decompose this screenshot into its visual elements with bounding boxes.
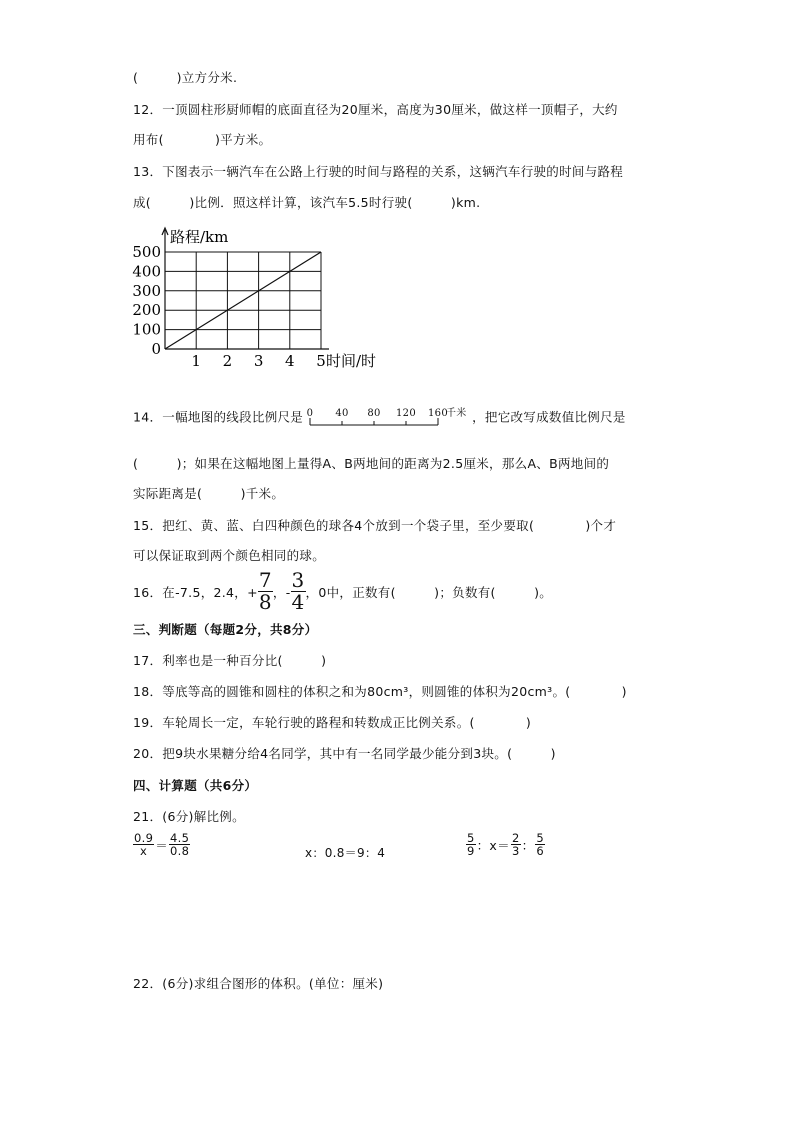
fraction [511,832,521,857]
q18: 18．等底等高的圆锥和圆柱的体积之和为80cm³，则圆锥的体积为20cm³。( ) [133,684,627,699]
fraction-denominator: 6 [536,844,544,859]
y-tick-label: 100 [132,320,161,339]
q13-line1: 13．下图表示一辆汽车在公路上行驶的时间与路程的关系，这辆汽车行驶的时间与路程 [133,164,624,179]
q14-prefix: 14．一幅地图的线段比例尺是 [133,409,304,425]
x-tick-label: 2 [222,352,233,370]
q14-suffix: ，把它改写成数值比例尺是 [472,409,626,425]
equation-3 [466,832,545,857]
x-axis-label: 时间/时 [326,352,377,370]
scale-bar-tick-label: 40 [335,408,349,419]
q17: 17．利率也是一种百分比( ) [133,653,327,668]
scale-bar-tick-label: 160 [428,408,449,419]
fraction-three-quarters [291,570,306,613]
q15-line2: 可以保证取到两个颜色相同的球。 [133,548,326,563]
fraction-numerator: 5 [536,831,544,845]
fraction-numerator: 4.5 [170,831,190,845]
scale-bar [305,405,470,431]
fraction-numerator: 2 [511,831,520,845]
x-tick-label: 5 [316,352,326,370]
y-tick-label: 500 [132,243,161,261]
fraction-denominator: x [140,844,148,859]
q13-line2: 成( )比例．照这样计算，该汽车5.5时行驶( )km. [133,195,481,210]
q16-mid: ，- [272,584,291,600]
section-4-heading: 四、计算题（共6分） [133,778,258,793]
q16-prefix: 16．在-7.5，2.4，+ [133,584,258,600]
fraction-numerator: 5 [467,831,475,845]
fraction-denominator: 4 [291,590,305,614]
x-tick-label: 4 [285,352,295,370]
fraction [466,832,476,857]
section-3-heading: 三、判断题（每题2分，共8分） [133,622,318,637]
scale-bar-tick-label: 120 [396,408,417,419]
q21: 21．(6分)解比例。 [133,809,245,824]
q20: 20．把9块水果糖分给4名同学，其中有一名同学最少能分到3块。( ) [133,746,556,761]
equation-2: x：0.8＝9：4 [305,846,386,860]
ratio-colon: ： [521,837,535,853]
equation-1 [133,832,190,857]
q14-line1 [133,405,626,431]
fraction-denominator: 3 [511,844,520,859]
fraction [535,832,545,857]
fraction-numerator: 3 [291,568,305,592]
fraction-denominator: 9 [467,844,475,859]
q22: 22．(6分)求组合图形的体积。(单位：厘米) [133,976,384,991]
q12-line1: 12．一顶圆柱形厨师帽的底面直径为20厘米，高度为30厘米，做这样一顶帽子，大约 [133,102,618,117]
fraction-numerator: 7 [258,568,272,592]
q16-line [133,570,552,613]
y-axis-label: 路程/km [170,228,229,246]
q11-tail: ( )立方分米. [133,70,238,85]
x-tick-label: 1 [191,352,201,370]
y-tick-label: 200 [132,301,161,320]
distance-time-chart [125,222,395,374]
series-line [165,252,321,349]
x-tick-label: 3 [253,352,264,370]
fraction-numerator: 0.9 [134,831,154,845]
q14-line2: ( )；如果在这幅地图上量得A、B两地间的距离为2.5厘米，那么A、B两地间的 [133,456,610,471]
y-tick-label: 400 [132,262,161,281]
y-tick-label: 0 [151,340,161,358]
chart-axes [162,228,329,349]
fraction [169,832,190,857]
chart-series [165,252,321,349]
fraction-denominator: 0.8 [170,844,190,859]
scale-bar-unit: 千米 [446,408,467,419]
q15-line1: 15．把红、黄、蓝、白四种颜色的球各4个放到一个袋子里，至少要取( )个才 [133,518,617,533]
equals-sign: ＝ [155,837,169,853]
q16-suffix: ，0中，正数有( )；负数有( )。 [305,584,553,600]
scale-bar-tick-label: 80 [367,408,381,419]
q19: 19．车轮周长一定，车轮行驶的路程和转数成正比例关系。( ) [133,715,532,730]
fraction-denominator: 8 [258,590,272,614]
q12-line2: 用布( )平方米。 [133,132,272,147]
scale-bar-tick-label: 0 [306,408,314,419]
fraction [133,832,154,857]
y-tick-label: 300 [132,281,161,300]
ratio-text: ：x＝ [476,837,510,853]
q14-line3: 实际距离是( )千米。 [133,486,285,501]
fraction-seven-eighths [258,570,273,613]
